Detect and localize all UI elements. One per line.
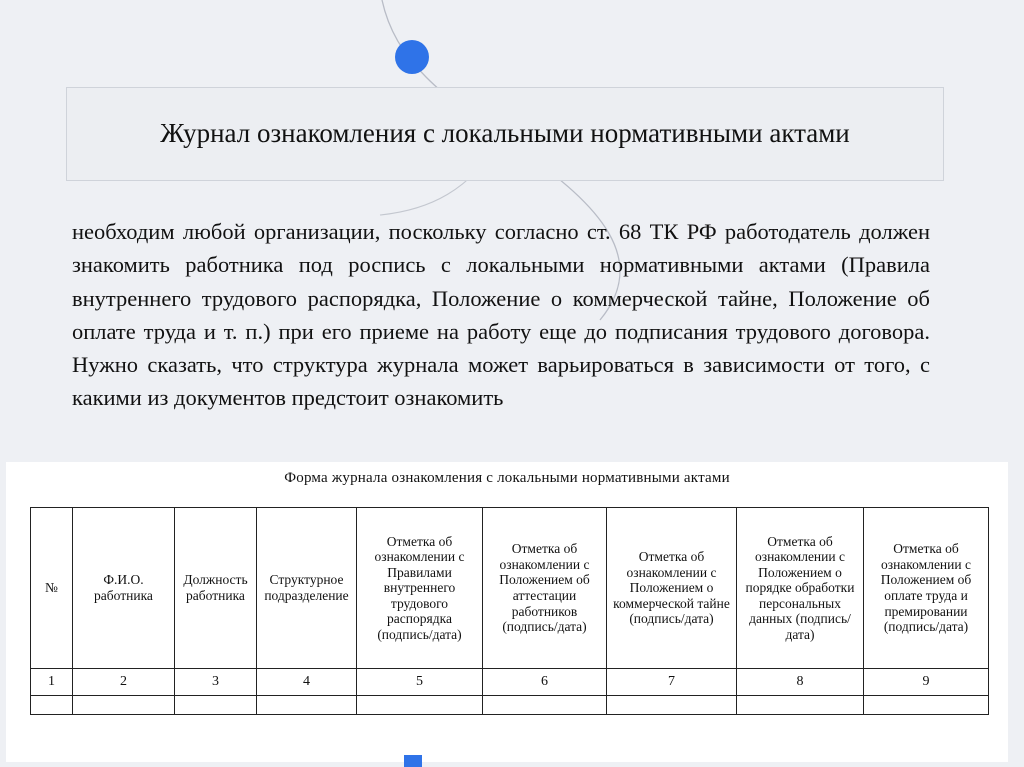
column-number: 1: [31, 669, 73, 696]
journal-form-image: [6, 462, 1008, 762]
header-cell: Отметка об ознакомлении с Положением об оплате труда и премировании (подпись/дата): [864, 508, 989, 669]
slide-title: Журнал ознакомления с локальными нормативными актами: [160, 118, 850, 149]
slide-paragraph: необходим любой организации, поскольку согласно ст. 68 ТК РФ работодатель должен знакомить работника под роспись с локальными нормативными актами (Правила внутреннего трудового распорядка, Положение о коммерческой тайне, Положение об оплате труда и т. п.) при его приеме на работу еще до подписания трудового договора. Нужно сказать, что структура журнала может варьироваться в зависимости от того, с какими из документов предстоит ознакомить: [72, 219, 930, 411]
header-cell: Отметка об ознакомлении с Положением о коммерческой тайне (подпись/дата): [607, 508, 737, 669]
header-cell: Отметка об ознакомлении с Положением об аттестации работников (подпись/дата): [483, 508, 607, 669]
empty-cell: [31, 696, 73, 715]
empty-cell: [175, 696, 257, 715]
column-number: 9: [864, 669, 989, 696]
column-number: 8: [737, 669, 864, 696]
header-cell: Отметка об ознакомлении с Положением о порядке обработки персональных данных (подпись/дата): [737, 508, 864, 669]
accent-dot: [395, 40, 429, 74]
empty-cell: [73, 696, 175, 715]
journal-table: [30, 507, 989, 715]
slide-title-box: [66, 87, 944, 181]
empty-cell: [257, 696, 357, 715]
header-cell: Ф.И.О. работника: [73, 508, 175, 669]
accent-tab: [404, 755, 422, 767]
column-number: 4: [257, 669, 357, 696]
header-cell: №: [31, 508, 73, 669]
column-number: 3: [175, 669, 257, 696]
column-number: 2: [73, 669, 175, 696]
column-number: 5: [357, 669, 483, 696]
table-number-row: [31, 669, 989, 696]
form-title: Форма журнала ознакомления с локальными нормативными актами: [284, 470, 730, 486]
header-cell: Должность работника: [175, 508, 257, 669]
header-cell: Отметка об ознакомлении с Правилами внутреннего трудового распорядка (подпись/дата): [357, 508, 483, 669]
table-empty-row: [31, 696, 989, 715]
table-header-row: [31, 508, 989, 669]
empty-cell: [607, 696, 737, 715]
empty-cell: [737, 696, 864, 715]
header-cell: Структурное подразделение: [257, 508, 357, 669]
column-number: 6: [483, 669, 607, 696]
empty-cell: [357, 696, 483, 715]
empty-cell: [483, 696, 607, 715]
column-number: 7: [607, 669, 737, 696]
empty-cell: [864, 696, 989, 715]
